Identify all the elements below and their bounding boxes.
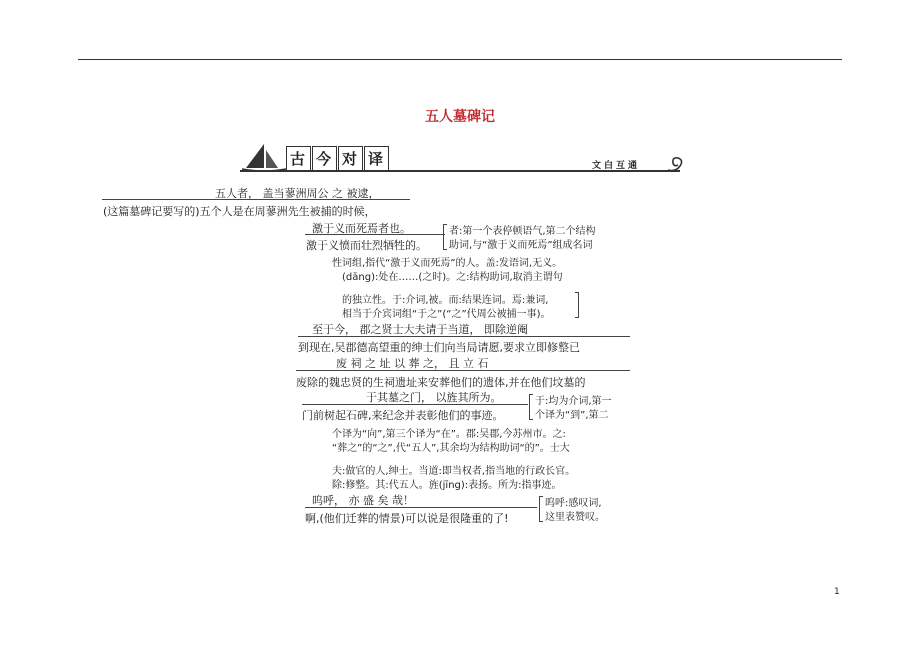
underline <box>296 370 630 371</box>
note-text: 这里表赞叹。 <box>545 512 605 523</box>
banner-char: 对 <box>338 146 363 171</box>
note-text: 除:修整。其:代五人。旌(jīng):表扬。所为:指事迹。 <box>332 480 562 491</box>
original-line: 于其墓之门， 以旌其所为。 <box>366 391 502 404</box>
original-line: 五人者， 盖当蓼洲周公 之 被逮， <box>215 187 380 200</box>
note-bracket <box>575 292 579 318</box>
sailboat-icon <box>240 142 288 172</box>
banner-title <box>286 146 390 171</box>
note-text: 个译为“到”,第二 <box>535 410 609 421</box>
note-text: 的独立性。于:介词,被。而:结果连词。焉:兼词, <box>342 295 549 306</box>
note-text: 夫:做官的人,绅士。当道:即当权者,指当地的行政长官。 <box>332 466 576 477</box>
note-text: “葬之”的“之”,代“五人”,其余均为结构助词“的”。士大 <box>332 443 570 454</box>
page-number: 1 <box>834 587 840 597</box>
note-text: (dāng):处在……(之时)。之:结构助词,取消主谓句 <box>342 272 563 283</box>
note-bracket <box>529 394 533 420</box>
banner-char: 古 <box>286 146 311 171</box>
translation-line: 啊,(他们迁葬的情景)可以说是很隆重的了! <box>305 512 509 525</box>
translation-line: 废除的魏忠贤的生祠遗址来安葬他们的遗体,并在他们坟墓的 <box>296 376 586 389</box>
translation-line: 到现在,吴郡德高望重的绅士们向当局请愿,要求立即修整已 <box>298 341 580 354</box>
translation-line: 激于义愤而壮烈牺牲的。 <box>306 239 427 252</box>
page-title: 五人墓碑记 <box>425 109 495 125</box>
note-text: 相当于介宾词组“于之”(“之”代周公被捕一事)。 <box>342 309 551 320</box>
note-text: 性词组,指代“激于义而死焉”的人。盖:发语词,无义。 <box>332 258 563 269</box>
note-text: 助词,与“激于义而死焉”组成名词 <box>449 240 593 251</box>
underline <box>298 336 630 337</box>
note-bracket <box>539 496 543 522</box>
original-line: 至于今， 郡之贤士大夫请于当道， 即除逆阉 <box>312 323 528 336</box>
note-bracket <box>443 224 447 250</box>
original-line: 激于义而死焉者也。 <box>312 222 411 235</box>
note-text: 呜呼:感叹词, <box>545 498 602 509</box>
banner-char: 今 <box>312 146 337 171</box>
swirl-icon <box>666 154 688 174</box>
note-text: 者:第一个表停顿语气,第二个结构 <box>449 226 596 237</box>
original-line: 废 祠 之 址 以 葬 之， 且 立 石 <box>336 357 489 370</box>
translation-line: 门前树起石碑,来纪念并表彰他们的事迹。 <box>302 409 504 422</box>
translation-line: (这篇墓碑记要写的)五个人是在周蓼洲先生被捕的时候， <box>103 205 376 218</box>
underline <box>305 507 537 508</box>
banner-subtitle: 文白互通 <box>592 161 641 171</box>
original-line: 呜呼， 亦 盛 矣 哉！ <box>312 494 414 507</box>
top-rule <box>78 59 842 60</box>
note-text: 于:均为介词,第一 <box>535 396 612 407</box>
underline <box>302 404 528 405</box>
banner-char: 译 <box>364 146 389 171</box>
note-text: 个译为“向”,第三个译为“在”。郡:吴郡,今苏州市。之: <box>332 429 566 440</box>
